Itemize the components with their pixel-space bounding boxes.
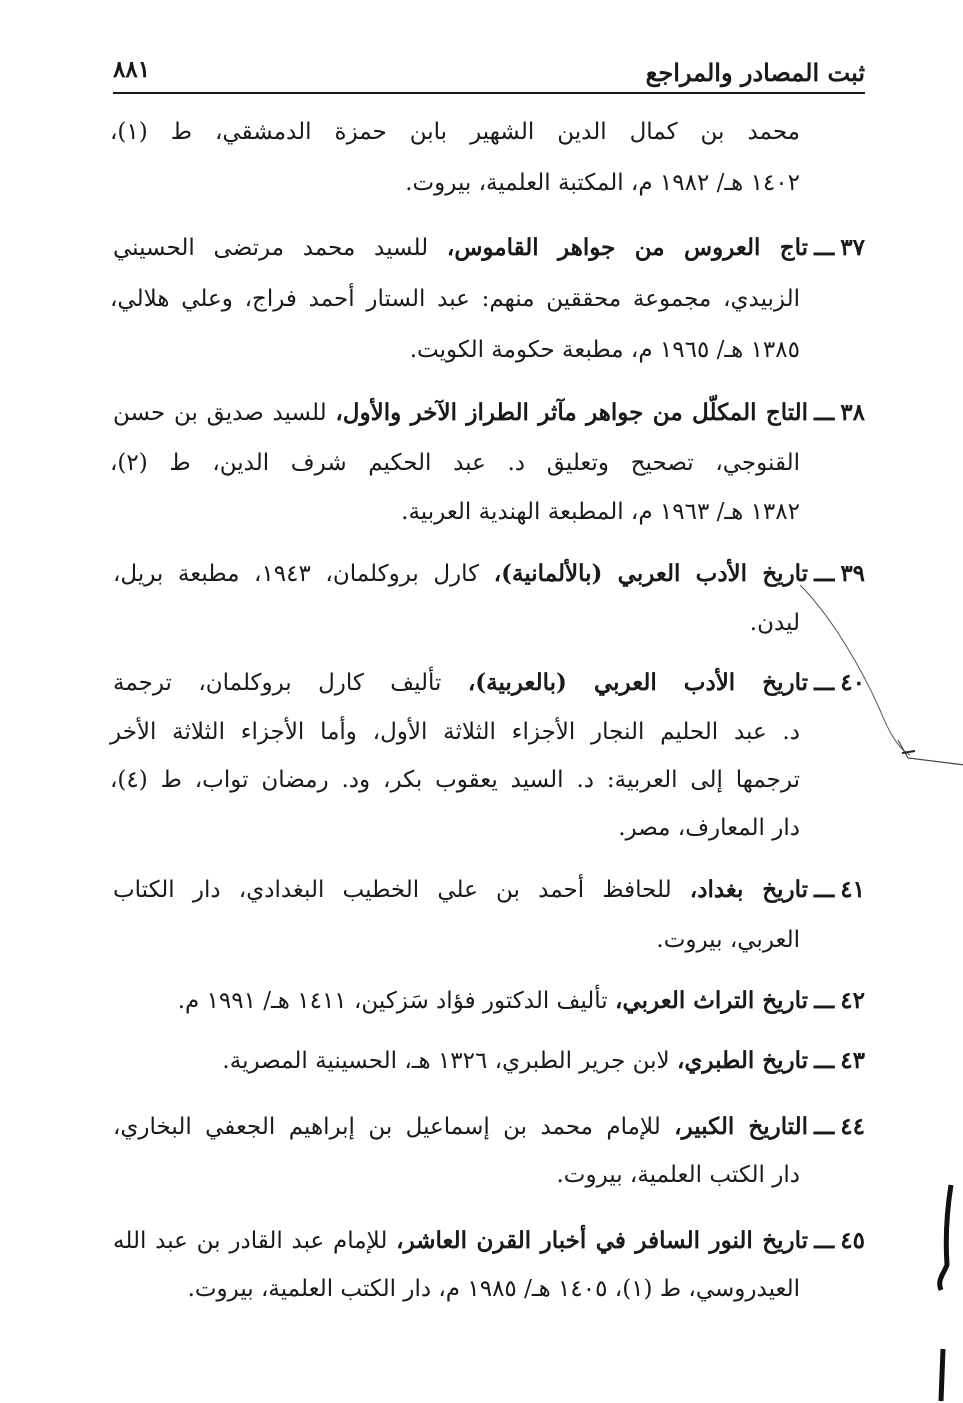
entry-line: الزبيدي، مجموعة محققين منهم: عبد الستار أحمد فراج، وعلي هلالي، <box>110 286 800 312</box>
entry-text: تأليف الدكتور فؤاد سَزكين، ١٤١١ هـ/ ١٩٩١ م. <box>177 988 608 1014</box>
entry-line: ١٣٨٥ هـ/ ١٩٦٥ م، مطبعة حكومة الكويت. <box>409 337 800 363</box>
book-title: التاج المكلّل من جواهر مآثر الطراز الآخر والأول، <box>335 399 809 426</box>
entry-text: للسيد محمد مرتضى الحسيني <box>113 235 429 261</box>
entry-text: للإمام عبد القادر بن عبد الله <box>113 1228 388 1254</box>
book-title: تاريخ النور السافر في أخبار القرن العاشر، <box>396 1227 809 1254</box>
entry-line: دار المعارف، مصر. <box>618 815 800 841</box>
entry-line: دار الكتب العلمية، بيروت. <box>556 1162 800 1188</box>
entry-line: محمد بن كمال الدين الشهير بابن حمزة الدمشقي، ط (١)، <box>110 119 800 145</box>
entry-first-line <box>113 1112 865 1146</box>
entry-dash: ـــ <box>814 1227 835 1254</box>
entry-line: ١٤٠٢ هـ/ ١٩٨٢ م، المكتبة العلمية، بيروت. <box>405 170 800 196</box>
entry-first-line <box>113 233 865 267</box>
entry-number: ٣٩ <box>840 560 866 587</box>
entry-dash: ـــ <box>814 560 835 587</box>
entry-number: ٣٨ <box>840 399 865 426</box>
book-title: التاريخ الكبير، <box>674 1113 809 1140</box>
entry-line: ليدن. <box>749 610 800 636</box>
entry-first-line <box>113 1226 865 1260</box>
entry-line: ترجمها إلى العربية: د. السيد يعقوب بكر، ود. رمضان تواب، ط (٤)، <box>110 767 800 793</box>
book-title: تاريخ الأدب العربي (بالألمانية)، <box>493 560 809 587</box>
book-title: تاج العروس من جواهر القاموس، <box>446 234 809 261</box>
running-header <box>113 52 865 94</box>
scan-edge-mark <box>925 1180 963 1300</box>
entry-number: ٤٤ <box>840 1113 865 1140</box>
entry-number: ٤٥ <box>840 1227 865 1254</box>
book-title: تاريخ الطبري، <box>676 1047 809 1074</box>
entry-dash: ـــ <box>814 987 835 1014</box>
entry-line: د. عبد الحليم النجار الأجزاء الثلاثة الأول، وأما الأجزاء الثلاثة الأخر <box>110 719 800 745</box>
entry-dash: ـــ <box>814 876 835 903</box>
entry-line: ١٣٨٢ هـ/ ١٩٦٣ م، المطبعة الهندية العربية. <box>401 499 800 525</box>
entry-text: للحافظ أحمد بن علي الخطيب البغدادي، دار الكتاب <box>113 877 672 903</box>
entry-first-line <box>113 398 865 432</box>
entry-dash: ـــ <box>814 669 835 696</box>
entry-line: العيدروسي، ط (١)، ١٤٠٥ هـ/ ١٩٨٥ م، دار الكتب العلمية، بيروت. <box>187 1276 800 1302</box>
entry-text: لابن جرير الطبري، ١٣٢٦ هـ، الحسينية المصرية. <box>222 1048 670 1074</box>
book-title: تاريخ التراث العربي، <box>615 987 809 1014</box>
entry-line: العربي، بيروت. <box>656 927 800 953</box>
entry-text: للإمام محمد بن إسماعيل بن إبراهيم الجعفي البخاري، <box>113 1114 661 1140</box>
entry-number: ٤٣ <box>840 1047 865 1074</box>
header-title: ثبت المصادر والمراجع <box>645 58 865 87</box>
page-number: ٨٨١ <box>113 56 151 83</box>
paper-crease-mark <box>790 575 963 775</box>
entry-first-line <box>113 875 865 909</box>
entry-first-line <box>222 1046 865 1080</box>
entry-first-line <box>113 668 865 702</box>
entry-first-line <box>178 986 865 1020</box>
entry-first-line <box>113 559 865 593</box>
entry-dash: ـــ <box>814 1113 835 1140</box>
entry-text: للسيد صديق بن حسن <box>113 400 327 426</box>
entry-text: كارل بروكلمان، ١٩٤٣، مطبعة بريل، <box>113 561 480 587</box>
book-title: تاريخ بغداد، <box>689 876 809 903</box>
entry-number: ٤٠ <box>840 669 865 696</box>
book-title: تاريخ الأدب العربي (بالعربية)، <box>467 669 809 696</box>
entry-number: ٤٢ <box>840 987 865 1014</box>
entry-line: القنوجي، تصحيح وتعليق د. عبد الحكيم شرف الدين، ط (٢)، <box>110 450 800 476</box>
scan-edge-mark <box>925 1345 963 1403</box>
entry-number: ٤١ <box>840 876 865 903</box>
entry-dash: ـــ <box>814 234 835 261</box>
entry-number: ٣٧ <box>840 234 865 261</box>
entry-dash: ـــ <box>814 1047 835 1074</box>
entry-text: تأليف كارل بروكلمان، ترجمة <box>113 670 442 696</box>
entry-dash: ـــ <box>814 399 835 426</box>
